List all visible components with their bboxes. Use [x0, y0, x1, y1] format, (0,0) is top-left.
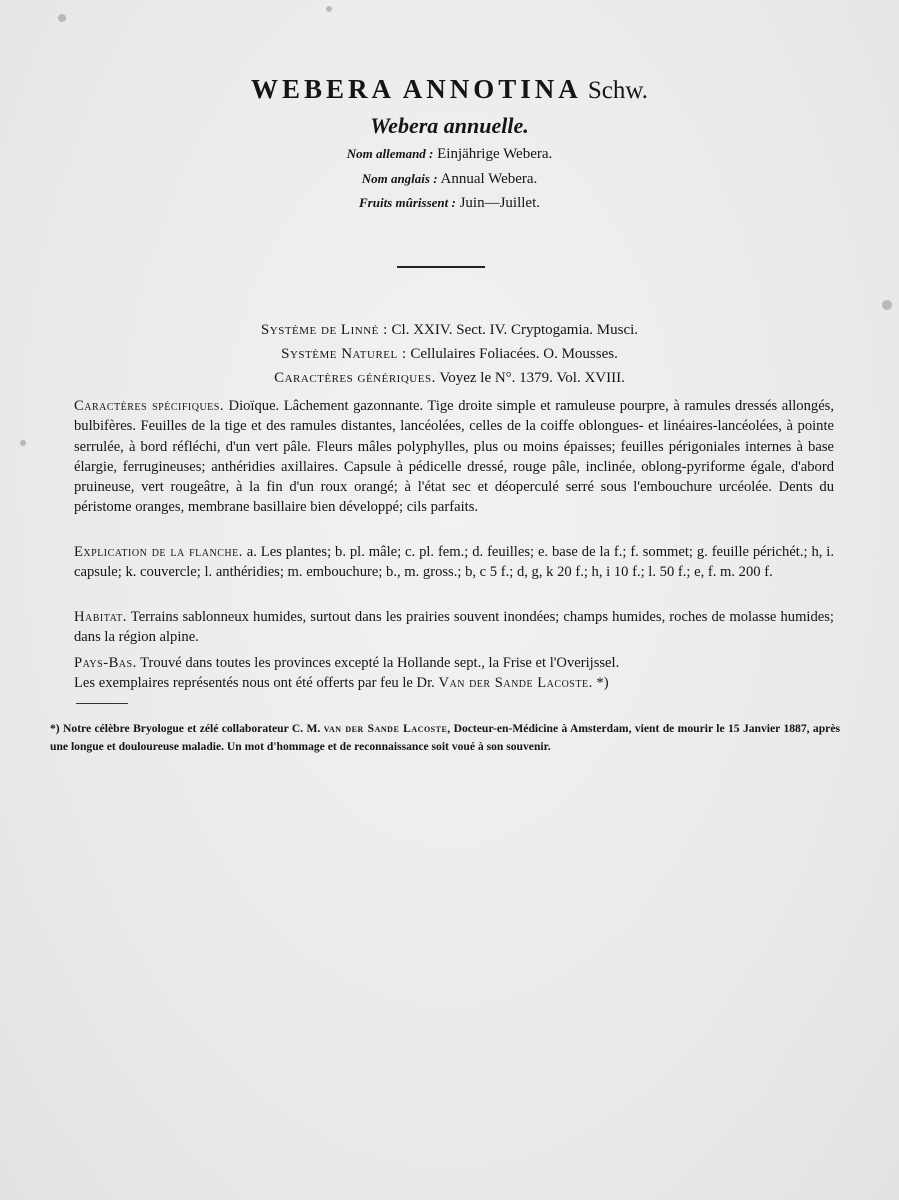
- systeme-naturel-line: [0, 346, 899, 363]
- pays-bas: [74, 653, 834, 694]
- habitat: [74, 607, 834, 648]
- caracteres-generiques-line: [0, 370, 899, 387]
- nom-allemand-label: Nom allemand :: [346, 146, 434, 161]
- species-name: WEBERA ANNOTINA: [251, 74, 582, 104]
- fruits-value: Juin—Juillet.: [459, 195, 540, 211]
- habitat-text: Terrains sablonneux humides, surtout dans les prairies souvent inondées; champs humides, roches de molasse humides; dans la région alpine.: [74, 609, 834, 646]
- fruits-label: Fruits mûrissent :: [359, 195, 456, 210]
- paper-speck: [20, 440, 26, 446]
- nom-allemand-line: [0, 146, 899, 163]
- pays-bas-label: Pays-Bas.: [74, 655, 137, 671]
- caracteres-specifiques-label: Caractères spécifiques.: [74, 398, 224, 414]
- page-title: [0, 74, 899, 105]
- species-author: Schw.: [587, 77, 648, 104]
- caracteres-specifiques: [74, 396, 834, 518]
- paper-speck: [58, 14, 66, 22]
- exemplaires-name: Van der Sande Lacoste.: [438, 675, 593, 692]
- systeme-linne-line: [0, 322, 899, 339]
- paper-speck: [326, 6, 332, 12]
- divider-rule: [397, 266, 485, 268]
- fruits-line: [0, 195, 899, 212]
- systeme-linne-label: Système de Linné :: [260, 322, 388, 338]
- systeme-naturel-label: Système Naturel :: [281, 346, 407, 362]
- exemplaires-text: Les exemplaires représentés nous ont été offerts par feu le Dr.: [74, 675, 435, 692]
- caracteres-specifiques-text: Dioïque. Lâchement gazonnante. Tige droite simple et ramuleuse pourpre, à ramules dressés allongés, bulbifères. Feuilles de la tige et des ramules distantes, lancéolées, celles de la coiffe oblongues- et linéaires-lancéolées, à pointe serrulée, à bord réfléchi, d'un vert pâle. Fleurs mâles polyphylles, plus ou moins épaisses; feuilles périgoniales internes à base élargie, ferrugineuses; anthéridies axillaires. Capsule à pédicelle dressé, rouge pâle, inclinée, oblong-pyriforme égale, d'abord pruineuse, vert rougeâtre, à la fin d'un roux orangé; à l'état sec et déoperculé serré sous l'embouchure urcéolée. Dents du péristome oranges, membrane basillaire bien développé; cils parfaits.: [74, 398, 835, 516]
- exemplaires-footnote-mark: *): [596, 675, 609, 692]
- nom-anglais-line: [0, 171, 899, 188]
- nom-anglais-value: Annual Webera.: [440, 171, 538, 187]
- caracteres-generiques-label: Caractères génériques.: [274, 370, 436, 386]
- page-subtitle: Webera annuelle.: [370, 113, 529, 138]
- paper-speck: [882, 300, 892, 310]
- footnote: [50, 720, 840, 756]
- nom-anglais-label: Nom anglais :: [361, 171, 438, 186]
- caracteres-generiques-value: Voyez le N°. 1379. Vol. XVIII.: [439, 370, 625, 386]
- footnote-text: , Docteur-en-Médicine à Amsterdam, vient de mourir le 15 Janvier 1887, après une longue et douloureuse maladie. Un mot d'hommage et de reconnaissance soit voué à son souvenir.: [50, 722, 840, 753]
- explication-label: Explication de la flanche.: [74, 544, 243, 560]
- explication-planche: [74, 542, 834, 583]
- footnote-rule: [76, 703, 128, 704]
- explication-text: a. Les plantes; b. pl. mâle; c. pl. fem.; d. feuilles; e. base de la f.; f. sommet; g. feuille périchét.; h, i. capsule; k. couvercle; l. anthéridies; m. embouchure; b., m. gross.; b, c 5 f.; d, g, k 20 f.; h, i 10 f.; l. 50 f.; e, f. m. 200 f.: [74, 544, 834, 581]
- pays-bas-text: Trouvé dans toutes les provinces excepté la Hollande sept., la Frise et l'Overijssel.: [140, 655, 620, 671]
- footnote-name: van der Sande Lacoste: [323, 722, 448, 735]
- habitat-label: Habitat.: [74, 609, 127, 625]
- systeme-naturel-value: Cellulaires Foliacées. O. Mousses.: [410, 346, 618, 362]
- footnote-prefix: *) Notre célèbre Bryologue et zélé collaborateur C. M.: [50, 722, 321, 735]
- systeme-linne-value: Cl. XXIV. Sect. IV. Cryptogamia. Musci.: [391, 322, 639, 338]
- nom-allemand-value: Einjährige Webera.: [437, 146, 553, 162]
